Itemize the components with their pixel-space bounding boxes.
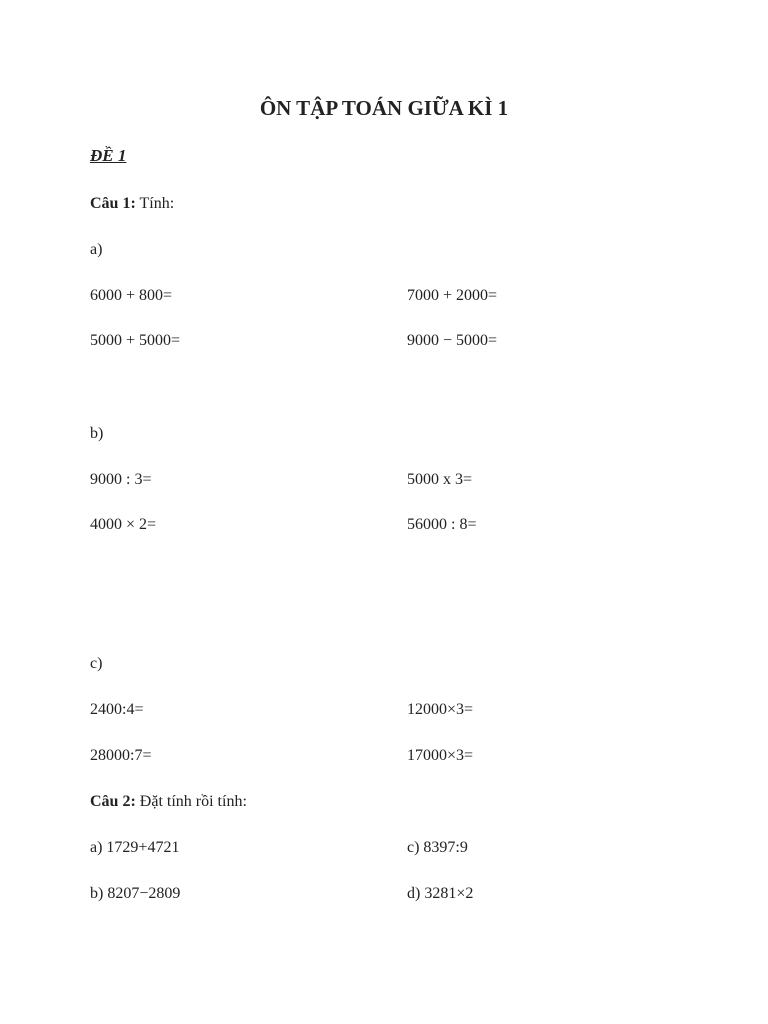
exercise-item: 6000 + 800= <box>90 287 173 304</box>
question-1-label: Câu 1: <box>90 195 136 212</box>
question-2-text: Đặt tính rồi tính: <box>135 793 247 810</box>
question-1-text: Tính: <box>135 195 175 212</box>
exercise-item: b) 8207−2809 <box>90 885 181 902</box>
page-title: ÔN TẬP TOÁN GIỮA KÌ 1 <box>259 96 509 120</box>
exercise-item: c) 8397:9 <box>407 839 468 856</box>
exercise-item: 4000 × 2= <box>90 516 157 533</box>
exercise-item: 5000 x 3= <box>407 471 473 488</box>
exercise-item: a) 1729+4721 <box>90 839 180 856</box>
question-1-prompt <box>90 194 174 214</box>
question-2-label: Câu 2: <box>90 793 136 810</box>
exercise-item: 12000×3= <box>407 701 474 718</box>
exercise-item: 7000 + 2000= <box>407 287 498 304</box>
exercise-item: 9000 : 3= <box>90 471 152 488</box>
part-b-label: b) <box>90 425 104 442</box>
exercise-item: 17000×3= <box>407 747 474 764</box>
part-a-label: a) <box>90 241 103 258</box>
exercise-item: 2400:4= <box>90 701 144 718</box>
exercise-item: 56000 : 8= <box>407 516 477 533</box>
exercise-item: d) 3281×2 <box>407 885 474 902</box>
exercise-item: 5000 + 5000= <box>90 332 181 349</box>
question-2-prompt <box>90 792 247 812</box>
part-c-label: c) <box>90 655 103 672</box>
exercise-item: 28000:7= <box>90 747 152 764</box>
section-heading: ĐỀ 1 <box>90 146 127 165</box>
exercise-item: 9000 − 5000= <box>407 332 498 349</box>
